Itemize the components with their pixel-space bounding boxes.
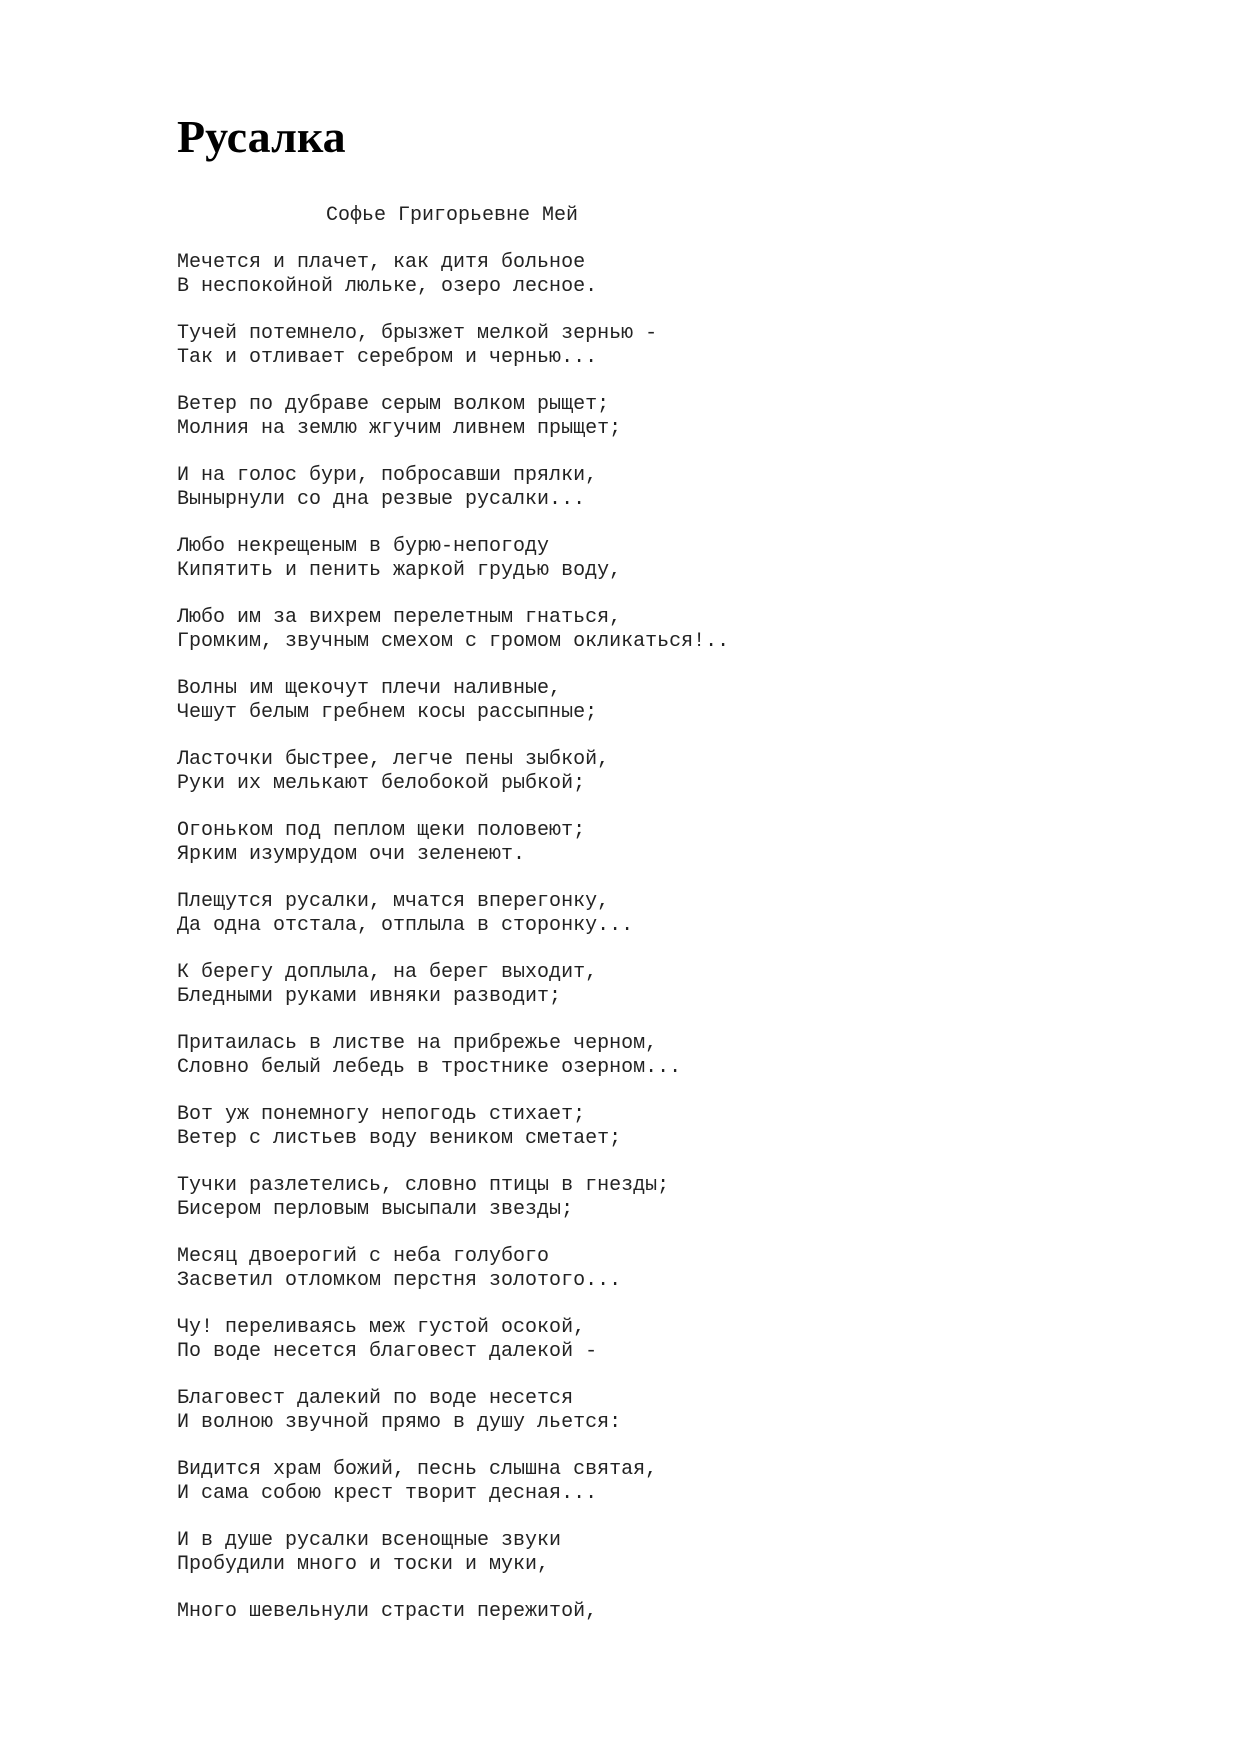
poem-line: Молния на землю жгучим ливнем прыщет; [177, 417, 622, 440]
poem-line: Чу! переливаясь меж густой осокой, [177, 1316, 586, 1339]
poem-line: Месяц двоерогий с неба голубого [177, 1245, 550, 1268]
poem-line: Ветер с листьев воду веником сметает; [177, 1127, 622, 1150]
poem-line: Любо им за вихрем перелетным гнаться, [177, 606, 622, 629]
stanza [177, 1529, 1077, 1577]
stanza [177, 748, 1077, 796]
poem-line: Чешут белым гребнем косы рассыпные; [177, 701, 598, 724]
poem-line: Громким, звучным смехом с громом окликаться!.. [177, 630, 730, 653]
stanza [177, 1387, 1077, 1435]
stanza [177, 464, 1077, 512]
poem-line: Огоньком под пеплом щеки половеют; [177, 819, 586, 842]
stanza [177, 961, 1077, 1009]
stanza [177, 535, 1077, 583]
stanza [177, 1032, 1077, 1080]
poem-line: Ласточки быстрее, легче пены зыбкой, [177, 748, 610, 771]
poem-title: Русалка [177, 111, 346, 162]
poem-line: Притаилась в листве на прибрежье черном, [177, 1032, 658, 1055]
poem-line: Тучки разлетелись, словно птицы в гнезды; [177, 1174, 670, 1197]
poem-line: Словно белый лебедь в тростнике озерном... [177, 1056, 682, 1079]
stanza [177, 677, 1077, 725]
stanza [177, 819, 1077, 867]
stanza [177, 1316, 1077, 1364]
stanza [177, 1174, 1077, 1222]
poem-line: Ветер по дубраве серым волком рыщет; [177, 393, 610, 416]
stanza [177, 322, 1077, 370]
poem-line: Вынырнули со дна резвые русалки... [177, 488, 586, 511]
poem-line: Много шевельнули страсти пережитой, [177, 1600, 598, 1623]
poem-line: Пробудили много и тоски и муки, [177, 1553, 550, 1576]
poem-line: Плещутся русалки, мчатся вперегонку, [177, 890, 610, 913]
stanza [177, 393, 1077, 441]
poem-line: Тучей потемнело, брызжет мелкой зернью - [177, 322, 658, 345]
poem-line: Бисером перловым высыпали звезды; [177, 1198, 574, 1221]
stanza [177, 606, 1077, 654]
poem-dedication: Софье Григорьевне Мей [326, 204, 579, 227]
poem-line: К берегу доплыла, на берег выходит, [177, 961, 598, 984]
poem-line: Да одна отстала, отплыла в сторонку... [177, 914, 634, 937]
poem-line: Ярким изумрудом очи зеленеют. [177, 843, 526, 866]
stanza [177, 1458, 1077, 1506]
poem-line: В неспокойной люльке, озеро лесное. [177, 275, 598, 298]
stanza [177, 1245, 1077, 1293]
stanza [177, 1600, 1077, 1624]
poem-line: И в душе русалки всенощные звуки [177, 1529, 562, 1552]
stanza [177, 1103, 1077, 1151]
poem-line: И сама собою крест творит десная... [177, 1482, 598, 1505]
poem-body [177, 251, 1077, 1647]
poem-line: Мечется и плачет, как дитя больное [177, 251, 586, 274]
poem-line: Благовест далекий по воде несется [177, 1387, 574, 1410]
poem-line: Засветил отломком перстня золотого... [177, 1269, 622, 1292]
poem-line: Кипятить и пенить жаркой грудью воду, [177, 559, 622, 582]
poem-line: Вот уж понемногу непогодь стихает; [177, 1103, 586, 1126]
poem-line: Любо некрещеным в бурю-непогоду [177, 535, 550, 558]
poem-line: Волны им щекочут плечи наливные, [177, 677, 562, 700]
poem-line: Так и отливает серебром и чернью... [177, 346, 598, 369]
poem-line: По воде несется благовест далекой - [177, 1340, 598, 1363]
poem-line: Видится храм божий, песнь слышна святая, [177, 1458, 658, 1481]
poem-line: И на голос бури, побросавши прялки, [177, 464, 598, 487]
poem-line: И волною звучной прямо в душу льется: [177, 1411, 622, 1434]
poem-line: Бледными руками ивняки разводит; [177, 985, 562, 1008]
stanza [177, 251, 1077, 299]
stanza [177, 890, 1077, 938]
poem-line: Руки их мелькают белобокой рыбкой; [177, 772, 586, 795]
